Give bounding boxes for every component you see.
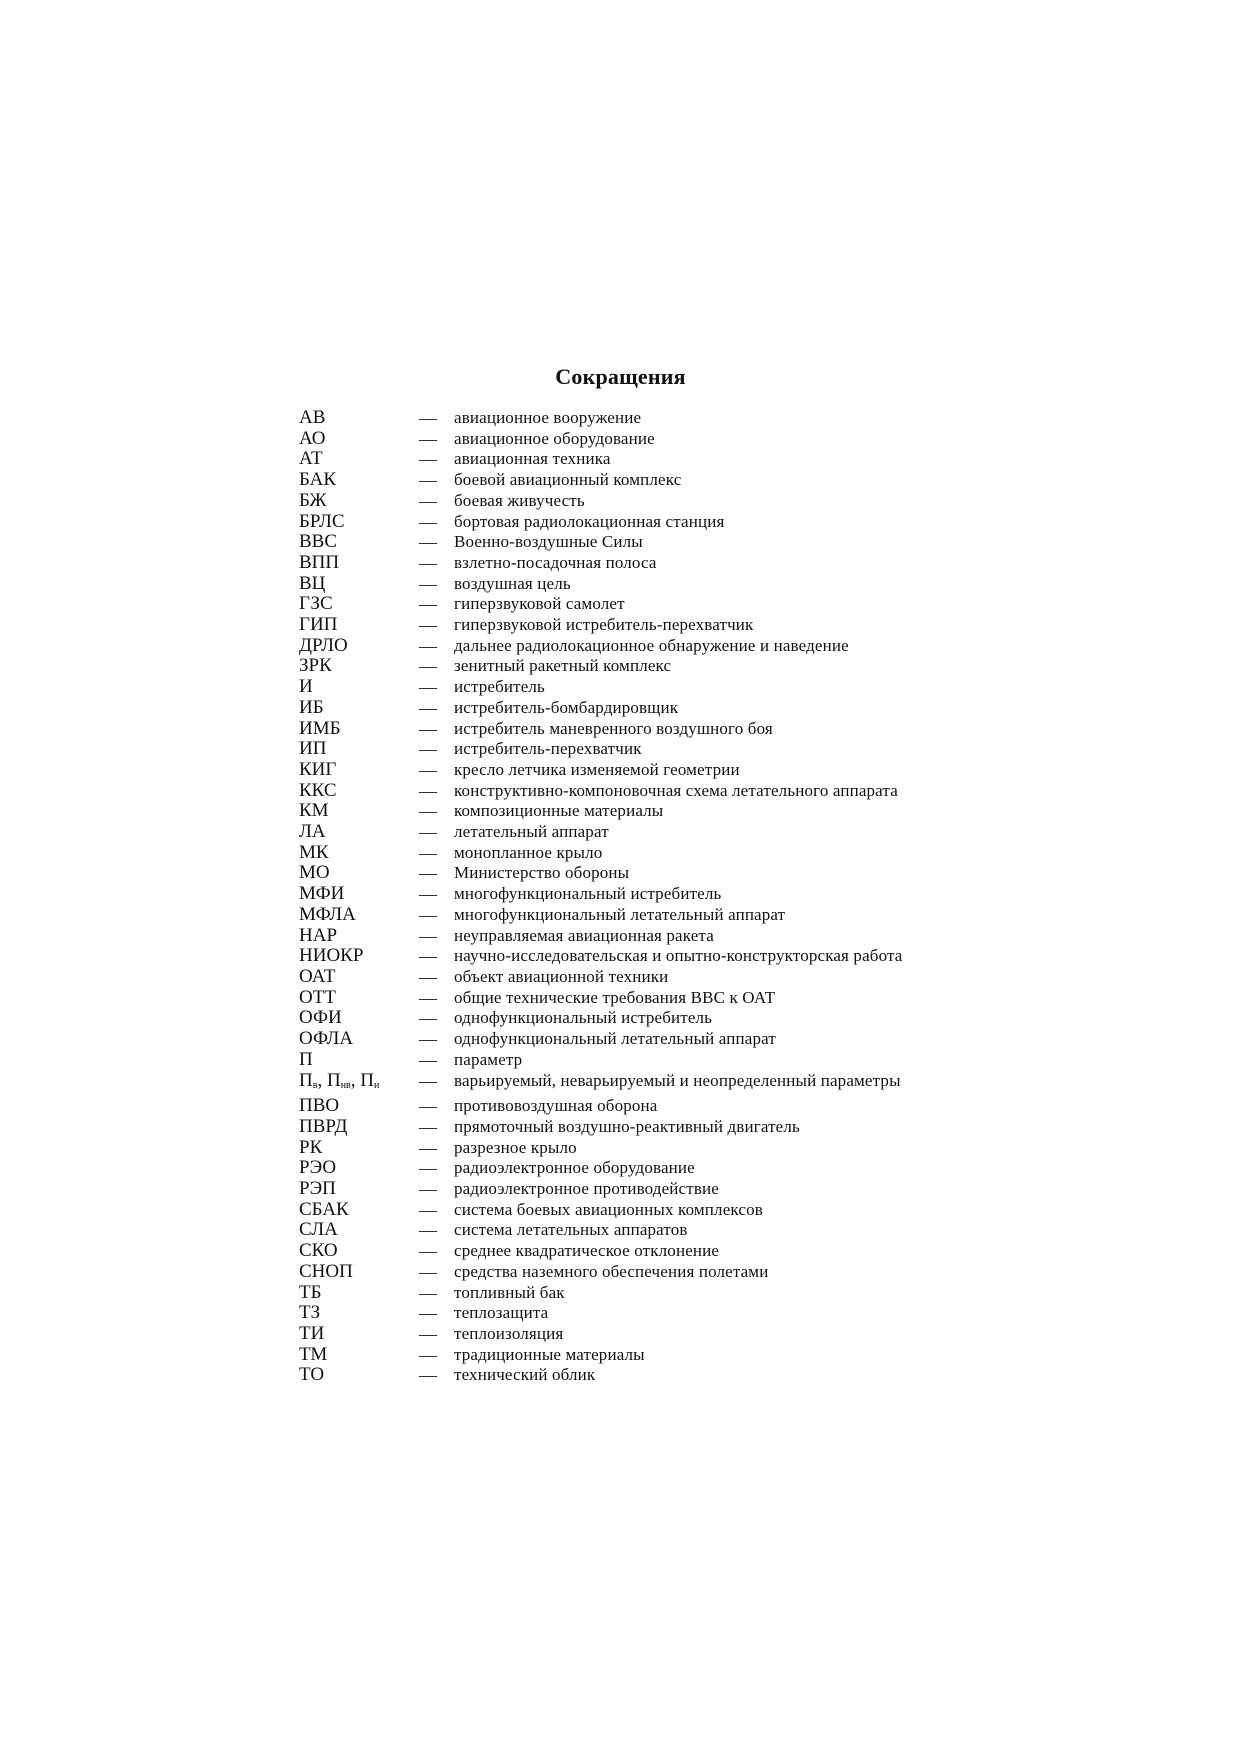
list-item (299, 719, 1059, 740)
abbreviation-definition: композиционные материалы (454, 801, 664, 821)
abbreviation-definition: конструктивно-компоновочная схема летательного аппарата (454, 780, 898, 800)
list-item (299, 594, 1059, 615)
dash-separator: — (419, 1029, 437, 1050)
dash-separator: — (419, 759, 437, 780)
abbreviation-definition: общие технические требования ВВС к ОАТ (454, 987, 776, 1007)
dash-separator: — (419, 1365, 437, 1386)
list-item (299, 1008, 1059, 1029)
abbreviation-definition: авиационная техника (454, 449, 611, 469)
dash-separator: — (419, 635, 437, 656)
abbreviation-definition: Министерство обороны (454, 863, 630, 883)
abbreviation-definition: воздушная цель (454, 573, 571, 593)
dash-separator: — (419, 1303, 437, 1324)
dash-separator: — (419, 1137, 437, 1158)
abbreviation-definition: авиационное оборудование (454, 428, 655, 448)
dash-separator: — (419, 573, 437, 594)
dash-separator: — (419, 1241, 437, 1262)
dash-separator: — (419, 1096, 437, 1117)
abbreviation-term: ПВРД (299, 1115, 348, 1137)
abbreviation-definition: параметр (454, 1049, 523, 1069)
dash-separator: — (419, 925, 437, 946)
list-item (299, 491, 1059, 512)
list-item (299, 636, 1059, 657)
abbreviation-definition: истребитель (454, 677, 545, 697)
abbreviation-term: МФЛА (299, 903, 356, 925)
dash-separator: — (419, 408, 437, 428)
abbreviation-term: И (299, 676, 313, 698)
abbreviation-term: ГЗС (299, 593, 333, 615)
abbreviation-term: СКО (299, 1240, 338, 1262)
abbreviation-term: ККС (299, 779, 337, 801)
abbreviation-definition: монопланное крыло (454, 842, 603, 862)
dash-separator: — (419, 1116, 437, 1137)
abbreviation-definition: летательный аппарат (454, 822, 609, 842)
abbreviation-definition: топливный бак (454, 1282, 565, 1302)
dash-separator: — (419, 470, 437, 491)
abbreviation-term: РЭП (299, 1178, 336, 1200)
abbreviation-term: ЛА (299, 821, 326, 843)
abbreviation-term: НАР (299, 924, 338, 946)
abbreviation-definition: однофункциональный летательный аппарат (454, 1029, 776, 1049)
abbreviation-definition: кресло летчика изменяемой геометрии (454, 759, 740, 779)
abbreviation-term: ВВС (299, 531, 338, 553)
abbreviation-definition: Военно-воздушные Силы (454, 532, 643, 552)
dash-separator: — (419, 1179, 437, 1200)
abbreviation-definition: традиционные материалы (454, 1344, 645, 1364)
abbreviation-term: ТИ (299, 1322, 325, 1344)
list-item (299, 470, 1059, 491)
dash-separator: — (419, 511, 437, 532)
abbreviation-term: РЭО (299, 1157, 337, 1179)
abbreviation-term: ОФЛА (299, 1028, 354, 1050)
dash-separator: — (419, 449, 437, 470)
dash-separator: — (419, 884, 437, 905)
list-item (299, 408, 1059, 429)
list-item (299, 1050, 1059, 1071)
dash-separator: — (419, 615, 437, 636)
list-item (299, 905, 1059, 926)
dash-separator: — (419, 1008, 437, 1029)
abbreviation-definition: теплоизоляция (454, 1323, 564, 1343)
dash-separator: — (419, 1199, 437, 1220)
list-item (299, 1220, 1059, 1241)
list-item (299, 1029, 1059, 1050)
dash-separator: — (419, 966, 437, 987)
list-item (299, 574, 1059, 595)
abbreviation-definition: среднее квадратическое отклонение (454, 1241, 720, 1261)
abbreviation-term: РК (299, 1136, 323, 1158)
abbreviation-term: АВ (299, 407, 326, 428)
dash-separator: — (419, 1220, 437, 1241)
dash-separator: — (419, 739, 437, 760)
abbreviation-definition: авиационное вооружение (454, 408, 642, 427)
abbreviation-definition: боевая живучесть (454, 490, 585, 510)
abbreviation-definition: противовоздушная оборона (454, 1096, 658, 1116)
abbreviation-term: МК (299, 841, 329, 863)
list-item (299, 512, 1059, 533)
abbreviation-term: СБАК (299, 1198, 349, 1220)
abbreviation-definition: бортовая радиолокационная станция (454, 511, 725, 531)
dash-separator: — (419, 677, 437, 698)
list-item (299, 1283, 1059, 1304)
abbreviation-term: БРЛС (299, 510, 345, 532)
list-item (299, 801, 1059, 822)
dash-separator: — (419, 1261, 437, 1282)
list-item (299, 1324, 1059, 1345)
abbreviation-term: ПВО (299, 1095, 340, 1117)
abbreviation-term: МО (299, 862, 330, 884)
abbreviation-term: АТ (299, 448, 323, 470)
dash-separator: — (419, 1049, 437, 1070)
abbreviation-term: КИГ (299, 758, 337, 780)
list-item (299, 1200, 1059, 1221)
list-item (299, 863, 1059, 884)
abbreviation-definition: дальнее радиолокационное обнаружение и наведение (454, 635, 849, 655)
list-item (299, 1345, 1059, 1366)
abbreviation-definition: многофункциональный летательный аппарат (454, 904, 786, 924)
dash-separator: — (419, 780, 437, 801)
list-item (299, 988, 1059, 1009)
abbreviation-definition: прямоточный воздушно-реактивный двигатель (454, 1116, 800, 1136)
abbreviation-term: ИП (299, 738, 327, 760)
dash-separator: — (419, 801, 437, 822)
list-item (299, 739, 1059, 760)
abbreviation-term: БЖ (299, 489, 327, 511)
list-item (299, 946, 1059, 967)
list-item (299, 1365, 1059, 1386)
abbreviation-term: ЗРК (299, 655, 332, 677)
list-item (299, 429, 1059, 450)
list-item (299, 1241, 1059, 1262)
abbreviation-definition: многофункциональный истребитель (454, 884, 722, 904)
dash-separator: — (419, 822, 437, 843)
dash-separator: — (419, 863, 437, 884)
list-item (299, 1179, 1059, 1200)
abbreviation-definition: однофункциональный истребитель (454, 1008, 713, 1028)
dash-separator: — (419, 1070, 437, 1091)
abbreviation-term: ИМБ (299, 717, 341, 739)
abbreviation-term: СНОП (299, 1260, 353, 1282)
abbreviation-term: МФИ (299, 883, 345, 905)
list-item (299, 1262, 1059, 1283)
list-item (299, 656, 1059, 677)
abbreviation-term: ВЦ (299, 572, 326, 594)
list-item (299, 1303, 1059, 1324)
dash-separator: — (419, 594, 437, 615)
list-item (299, 532, 1059, 553)
dash-separator: — (419, 1323, 437, 1344)
dash-separator: — (419, 490, 437, 511)
dash-separator: — (419, 946, 437, 967)
abbreviation-definition: теплозащита (454, 1303, 549, 1323)
abbreviation-term: ТЗ (299, 1302, 321, 1324)
abbreviation-term-parameters: $П_в$, $П_{нв}$, $П_н$ (299, 1069, 380, 1091)
abbreviation-term: КМ (299, 800, 329, 822)
abbreviation-term: ОАТ (299, 965, 336, 987)
list-item (299, 1071, 1059, 1097)
list-item (299, 967, 1059, 988)
abbreviation-definition: научно-исследовательская и опытно-конструкторская работа (454, 946, 903, 966)
list-item (299, 843, 1059, 864)
list-item (299, 1117, 1059, 1138)
abbreviation-term: П (299, 1048, 313, 1070)
dash-separator: — (419, 987, 437, 1008)
abbreviation-term: АО (299, 427, 326, 449)
abbreviation-definition: радиоэлектронное оборудование (454, 1158, 695, 1178)
dash-separator: — (419, 532, 437, 553)
abbreviation-list (299, 408, 1059, 1386)
list-item (299, 884, 1059, 905)
abbreviation-term: ТМ (299, 1343, 328, 1365)
abbreviation-term: ВПП (299, 551, 340, 573)
abbreviation-definition: истребитель-перехватчик (454, 739, 642, 759)
abbreviation-definition: зенитный ракетный комплекс (454, 656, 672, 676)
abbreviation-term: ГИП (299, 614, 338, 636)
dash-separator: — (419, 1282, 437, 1303)
abbreviation-definition: гиперзвуковой самолет (454, 594, 625, 614)
dash-separator: — (419, 1158, 437, 1179)
abbreviation-definition: взлетно-посадочная полоса (454, 552, 657, 572)
abbreviation-term: ДРЛО (299, 634, 348, 656)
abbreviation-definition: радиоэлектронное противодействие (454, 1179, 719, 1199)
abbreviation-definition: система летательных аппаратов (454, 1220, 688, 1240)
abbreviation-definition: варьируемый, неварьируемый и неопределенный параметры (454, 1070, 901, 1090)
abbreviation-definition: истребитель-бомбардировщик (454, 697, 679, 717)
list-item (299, 1158, 1059, 1179)
dash-separator: — (419, 656, 437, 677)
abbreviation-term: БАК (299, 469, 337, 491)
abbreviation-term: ОФИ (299, 1007, 342, 1029)
abbreviation-definition: неуправляемая авиационная ракета (454, 925, 714, 945)
list-item (299, 781, 1059, 802)
abbreviation-definition: объект авиационной техники (454, 966, 669, 986)
dash-separator: — (419, 718, 437, 739)
dash-separator: — (419, 1344, 437, 1365)
list-item (299, 760, 1059, 781)
abbreviation-term: НИОКР (299, 945, 364, 967)
abbreviation-term: ТБ (299, 1281, 322, 1303)
page-title: Сокращения (555, 364, 686, 389)
list-item (299, 926, 1059, 947)
list-item (299, 677, 1059, 698)
abbreviation-definition: технический облик (454, 1365, 596, 1385)
abbreviation-term: ОТТ (299, 986, 336, 1008)
list-item (299, 553, 1059, 574)
dash-separator: — (419, 904, 437, 925)
abbreviation-term: СЛА (299, 1219, 338, 1241)
abbreviation-term: ТО (299, 1364, 325, 1386)
list-item (299, 615, 1059, 636)
list-item (299, 822, 1059, 843)
dash-separator: — (419, 842, 437, 863)
dash-separator: — (419, 697, 437, 718)
dash-separator: — (419, 552, 437, 573)
abbreviation-definition: гиперзвуковой истребитель-перехватчик (454, 615, 754, 635)
list-item (299, 1096, 1059, 1117)
abbreviation-definition: средства наземного обеспечения полетами (454, 1261, 769, 1281)
list-item (299, 1138, 1059, 1159)
list-item (299, 449, 1059, 470)
abbreviation-term: ИБ (299, 696, 324, 718)
abbreviation-definition: разрезное крыло (454, 1137, 577, 1157)
dash-separator: — (419, 428, 437, 449)
abbreviation-definition: истребитель маневренного воздушного боя (454, 718, 773, 738)
list-item (299, 698, 1059, 719)
abbreviation-definition: боевой авиационный комплекс (454, 470, 682, 490)
abbreviation-definition: система боевых авиационных комплексов (454, 1199, 763, 1219)
